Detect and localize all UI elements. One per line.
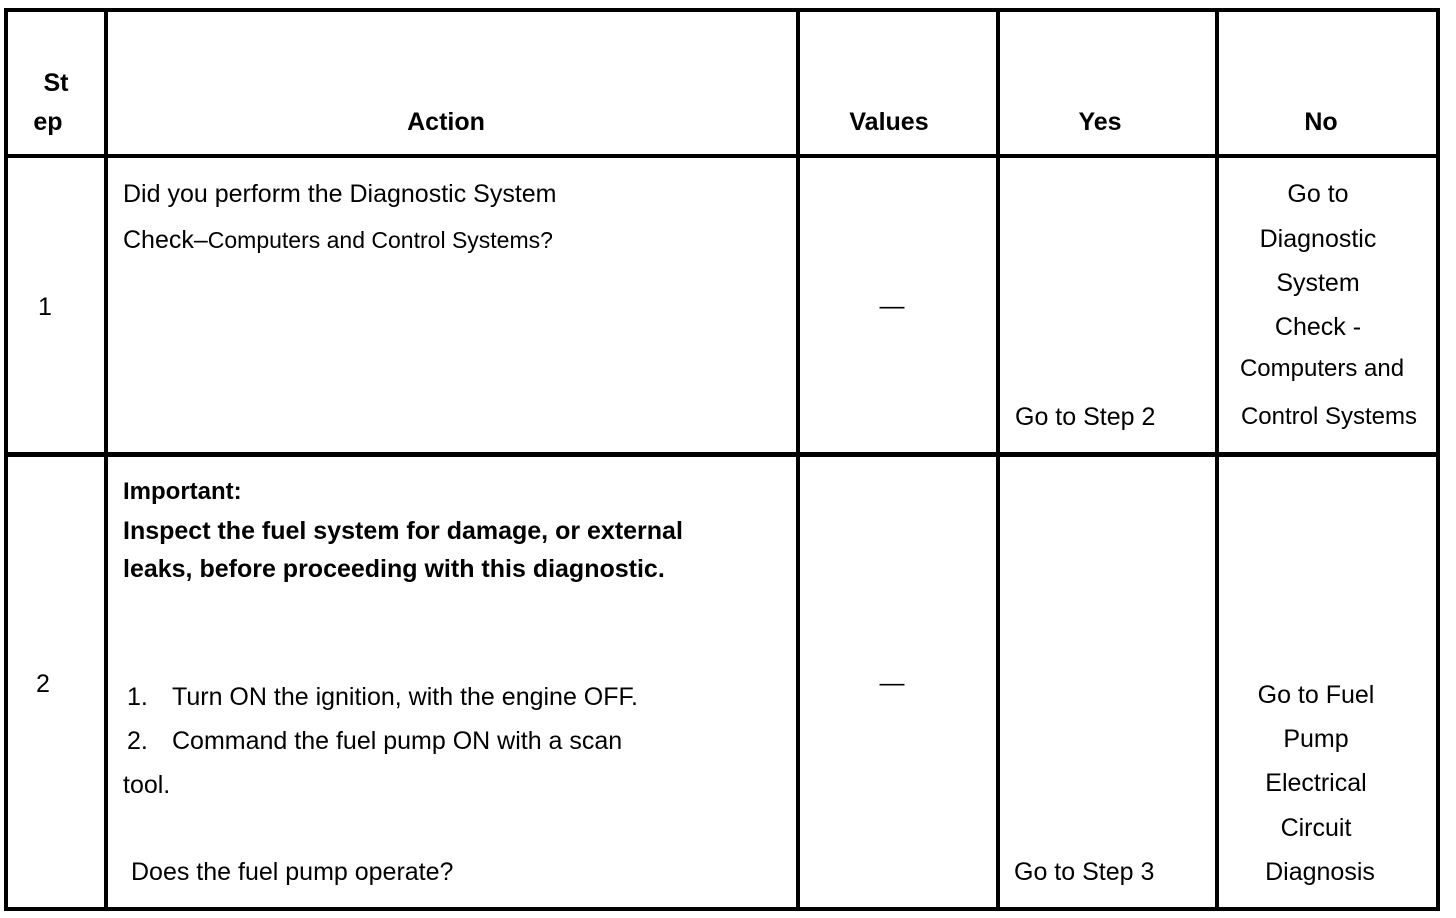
row2-important-label: Important: bbox=[123, 478, 242, 505]
row1-action-line1: Did you perform the Diagnostic System bbox=[123, 180, 557, 208]
divider-action-values bbox=[796, 8, 800, 911]
row1-yes: Go to Step 2 bbox=[1015, 403, 1156, 431]
border-bottom bbox=[4, 907, 1440, 911]
border-top bbox=[4, 8, 1440, 12]
row2-no-line5: Diagnosis bbox=[1265, 858, 1375, 886]
row1-action-line2 bbox=[123, 225, 553, 255]
row2-item2-number: 2. bbox=[127, 727, 148, 755]
row2-item2-text: Command the fuel pump ON with a scan bbox=[172, 727, 623, 755]
divider-values-yes bbox=[996, 8, 1000, 911]
row1-no-line4: Check - bbox=[1274, 313, 1362, 341]
row2-item1-text: Turn ON the ignition, with the engine OFF. bbox=[172, 683, 638, 711]
header-step-line1: St bbox=[43, 69, 69, 97]
row2-item2-continuation: tool. bbox=[123, 771, 171, 799]
row2-question: Does the fuel pump operate? bbox=[131, 858, 454, 886]
row1-action-check: Check– bbox=[123, 226, 208, 254]
row1-no-line6: Control Systems bbox=[1240, 403, 1418, 430]
border-left bbox=[4, 8, 8, 911]
row2-important-line2: leaks, before proceeding with this diagnostic. bbox=[123, 555, 665, 583]
border-right bbox=[1436, 8, 1440, 911]
row1-values: — bbox=[879, 292, 905, 320]
row1-action-systems: Computers and Control Systems? bbox=[207, 227, 553, 253]
row2-important-line1: Inspect the fuel system for damage, or external bbox=[123, 517, 683, 545]
row2-no-line4: Circuit bbox=[1280, 814, 1352, 842]
border-row1-bottom bbox=[4, 452, 1440, 457]
row2-no-line3: Electrical bbox=[1265, 769, 1367, 797]
divider-step-action bbox=[104, 8, 108, 911]
row2-no-line2: Pump bbox=[1283, 725, 1349, 753]
row2-step: 2 bbox=[36, 670, 50, 698]
header-yes: Yes bbox=[1078, 108, 1122, 136]
border-header-bottom bbox=[4, 154, 1440, 158]
header-no: No bbox=[1304, 108, 1338, 136]
row1-step: 1 bbox=[38, 293, 52, 321]
row1-no-line5: Computers and bbox=[1239, 355, 1405, 382]
row2-item1-number: 1. bbox=[127, 683, 148, 711]
row2-no-line1: Go to Fuel bbox=[1257, 681, 1375, 709]
row1-no-line3: System bbox=[1276, 269, 1360, 297]
row2-yes: Go to Step 3 bbox=[1014, 858, 1155, 886]
header-step-line2: ep bbox=[33, 108, 63, 136]
header-values: Values bbox=[849, 108, 929, 136]
header-action: Action bbox=[407, 108, 485, 136]
row2-values: — bbox=[879, 669, 905, 697]
row1-no-line2: Diagnostic bbox=[1259, 225, 1377, 253]
row1-no-line1: Go to bbox=[1287, 180, 1349, 208]
